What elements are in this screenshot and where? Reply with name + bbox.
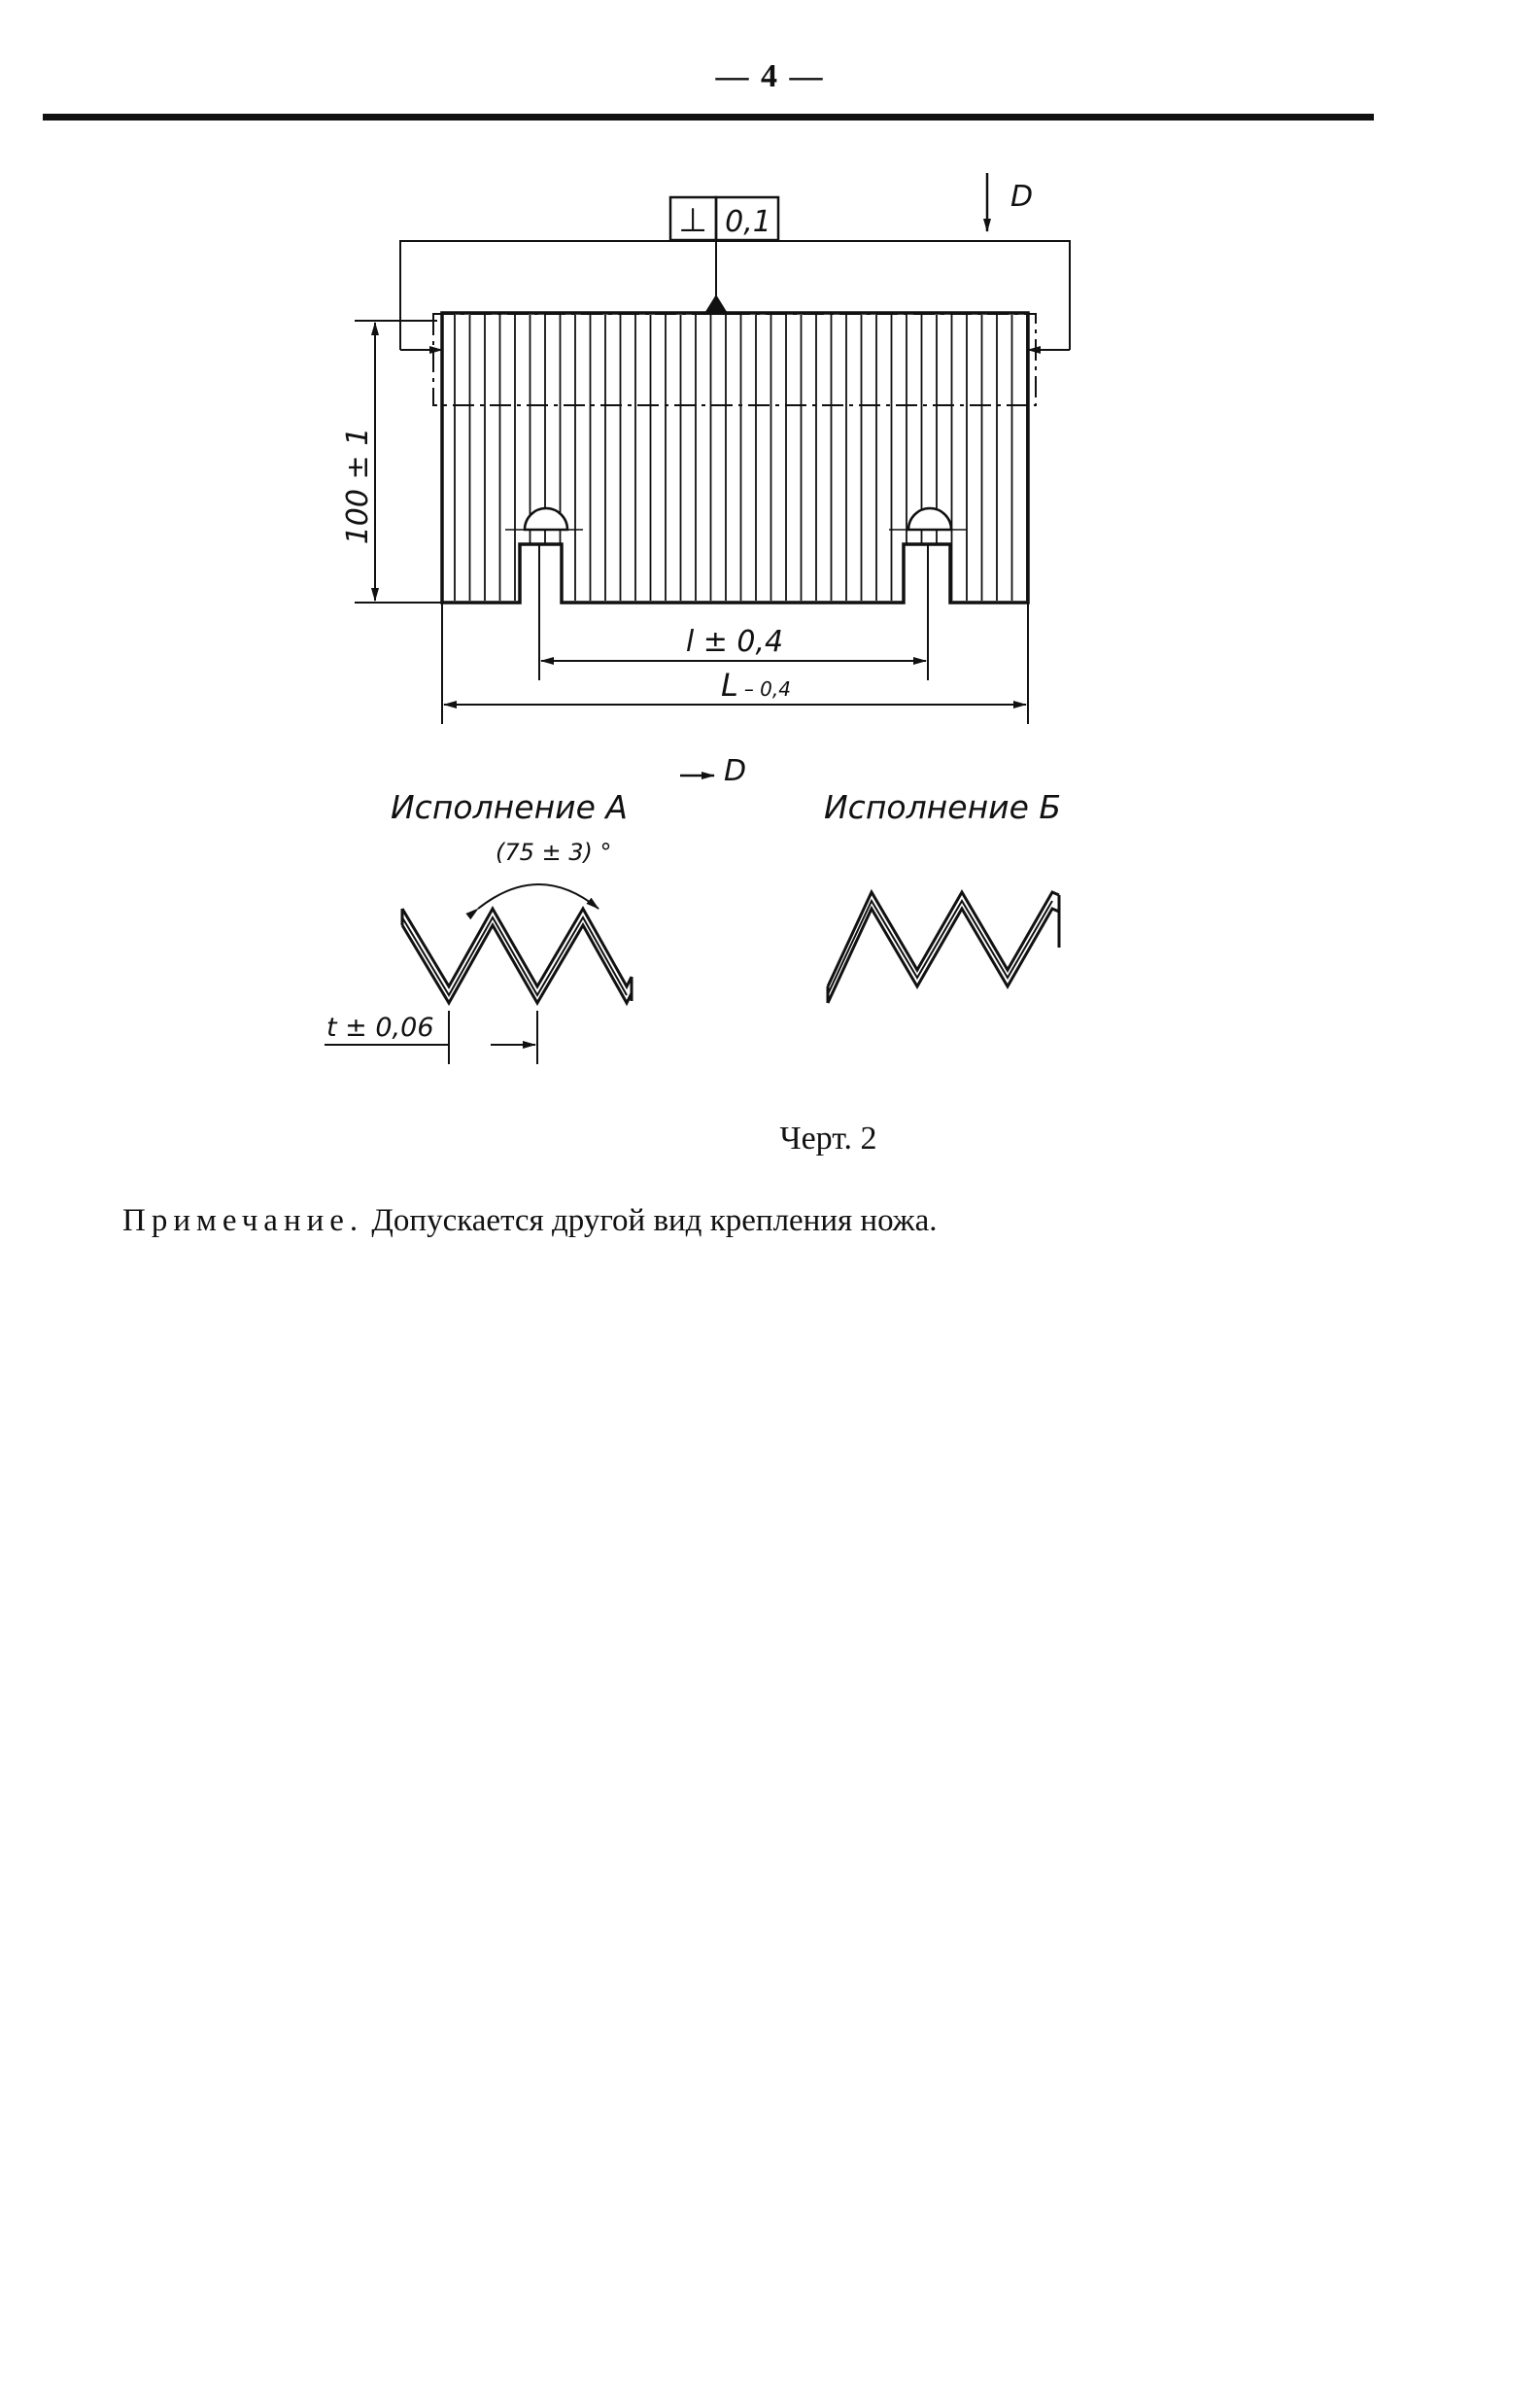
view-d-label-bottom: D: [724, 754, 747, 788]
version-a-profile: [402, 909, 632, 1003]
perpendicularity-symbol: ⊥: [678, 201, 707, 240]
view-d-label-top: D: [1010, 180, 1034, 214]
length-dimension-label: L – 0,4: [721, 667, 791, 704]
note-lead: Примечание.: [122, 1203, 364, 1238]
note-text: Допускается другой вид крепления ножа.: [363, 1203, 938, 1238]
length-dimension: [442, 603, 1028, 724]
step-dimension-label: t ± 0,06: [326, 1013, 434, 1043]
pitch-dimension-label: l ± 0,4: [685, 625, 784, 659]
version-b-profile: [828, 892, 1059, 1003]
tolerance-frame: [670, 197, 778, 315]
angle-arc: [478, 884, 599, 909]
pitch-dimension: [539, 544, 928, 680]
note: [122, 1203, 937, 1239]
version-b-title: Исполнение Б: [824, 788, 1062, 826]
comb-body: [433, 313, 1036, 603]
figure-caption: Черт. 2: [779, 1121, 877, 1157]
view-d-arrow-top: [987, 173, 1033, 231]
view-d-arrow-bottom: [680, 754, 746, 788]
height-dimension-label: 100 ± 1: [341, 427, 375, 545]
page-number: — 4 —: [715, 58, 825, 94]
tolerance-value: 0,1: [725, 205, 771, 239]
technical-drawing: [0, 0, 1540, 1088]
version-a-title: Исполнение А: [391, 788, 628, 826]
angle-dimension-label: (75 ± 3) °: [496, 839, 612, 866]
